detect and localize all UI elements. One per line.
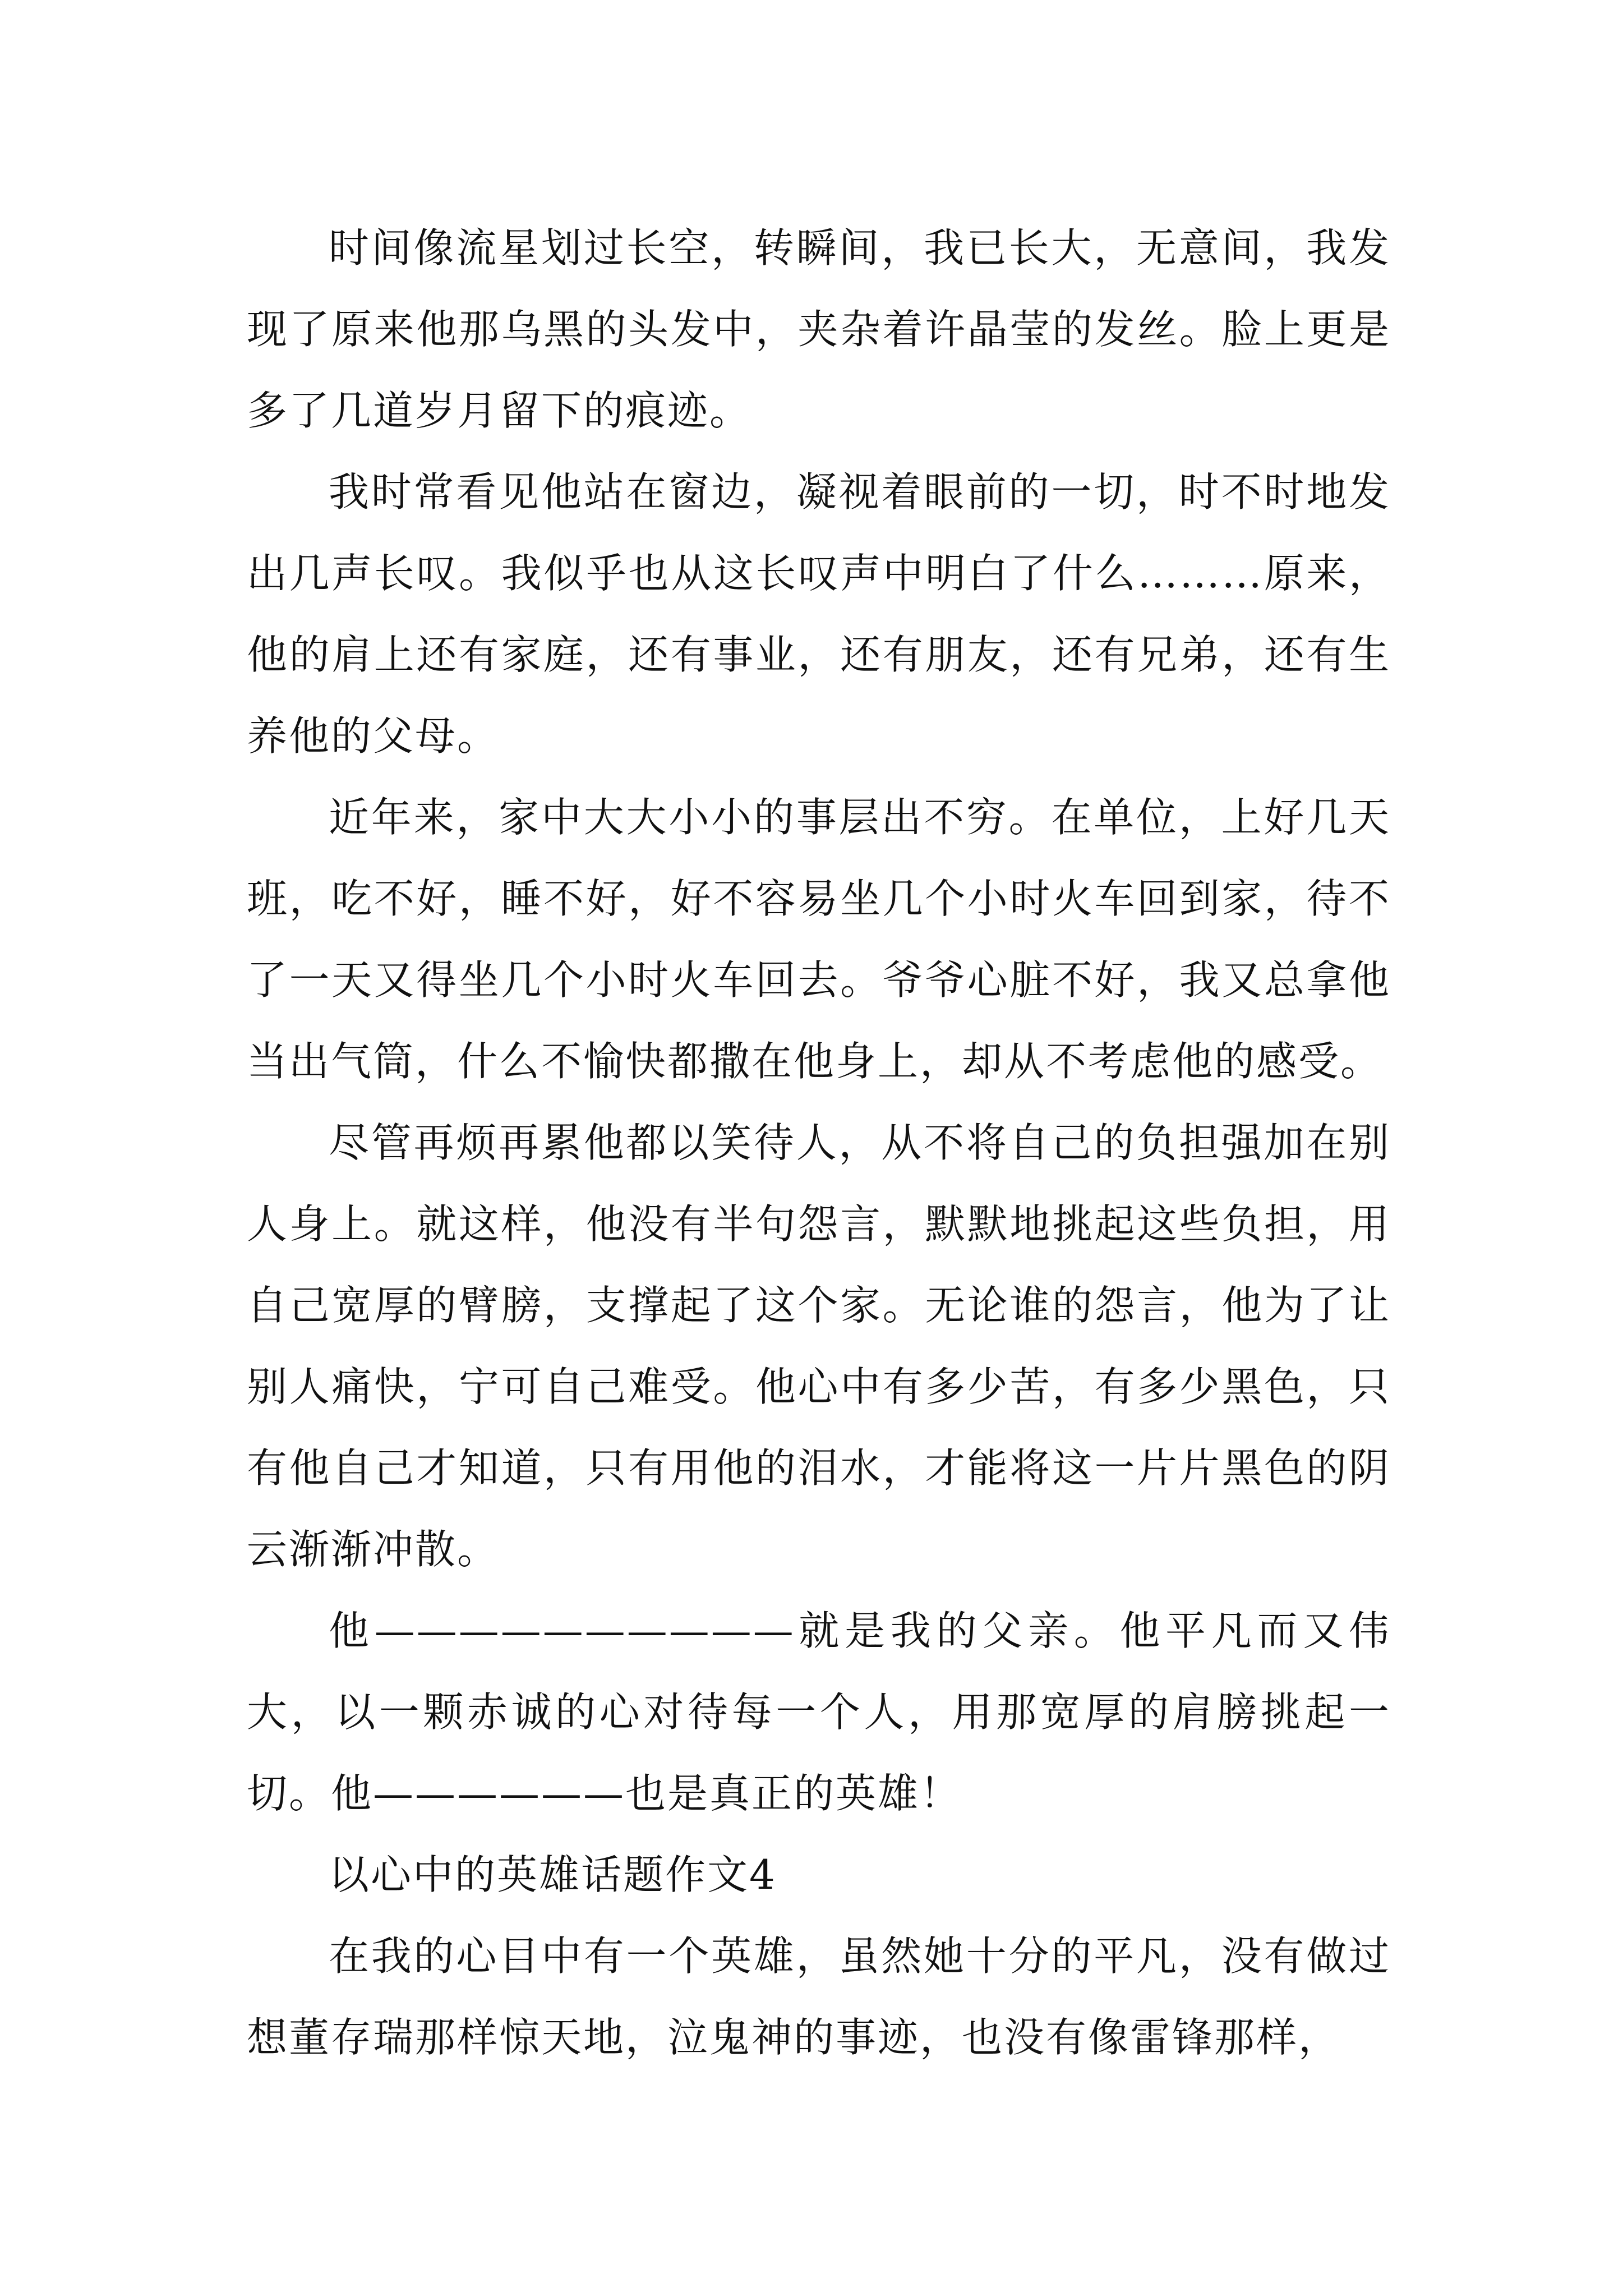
document-body — [247, 208, 1391, 2078]
paragraph-5: 他——————————就是我的父亲。他平凡而又伟大，以一颗赤诚的心对待每一个人，用那宽厚的肩膀挑起一切。他——————也是真正的英雄！ — [247, 1607, 1391, 1817]
paragraph-2: 我时常看见他站在窗边，凝视着眼前的一切，时不时地发出几声长叹。我似乎也从这长叹声中明白了什么………原来，他的肩上还有家庭，还有事业，还有朋友，还有兄弟，还有生养他的父母。 — [247, 468, 1391, 760]
paragraph-6: 在我的心目中有一个英雄，虽然她十分的平凡，没有做过想董存瑞那样惊天地，泣鬼神的事迹，也没有像雷锋那样， — [247, 1932, 1391, 2061]
paragraph-4: 尽管再烦再累他都以笑待人，从不将自己的负担强加在别人身上。就这样，他没有半句怨言，默默地挑起这些负担，用自己宽厚的臂膀，支撑起了这个家。无论谁的怨言，他为了让别人痛快，宁可自己难受。他心中有多少苦，有多少黑色，只有他自己才知道，只有用他的泪水，才能将这一片片黑色的阴云渐渐冲散。 — [247, 1119, 1391, 1573]
paragraph-3: 近年来，家中大大小小的事层出不穷。在单位，上好几天班，吃不好，睡不好，好不容易坐几个小时火车回到家，待不了一天又得坐几个小时火车回去。爷爷心脏不好，我又总拿他当出气筒，什么不愉快都撒在他身上，却从不考虑他的感受。 — [247, 794, 1391, 1085]
section-title: 以心中的英雄话题作文4 — [329, 1851, 777, 1898]
paragraph-1: 时间像流星划过长空，转瞬间，我已长大，无意间，我发现了原来他那乌黑的头发中，夹杂着许晶莹的发丝。脸上更是多了几道岁月留下的痕迹。 — [247, 224, 1391, 434]
